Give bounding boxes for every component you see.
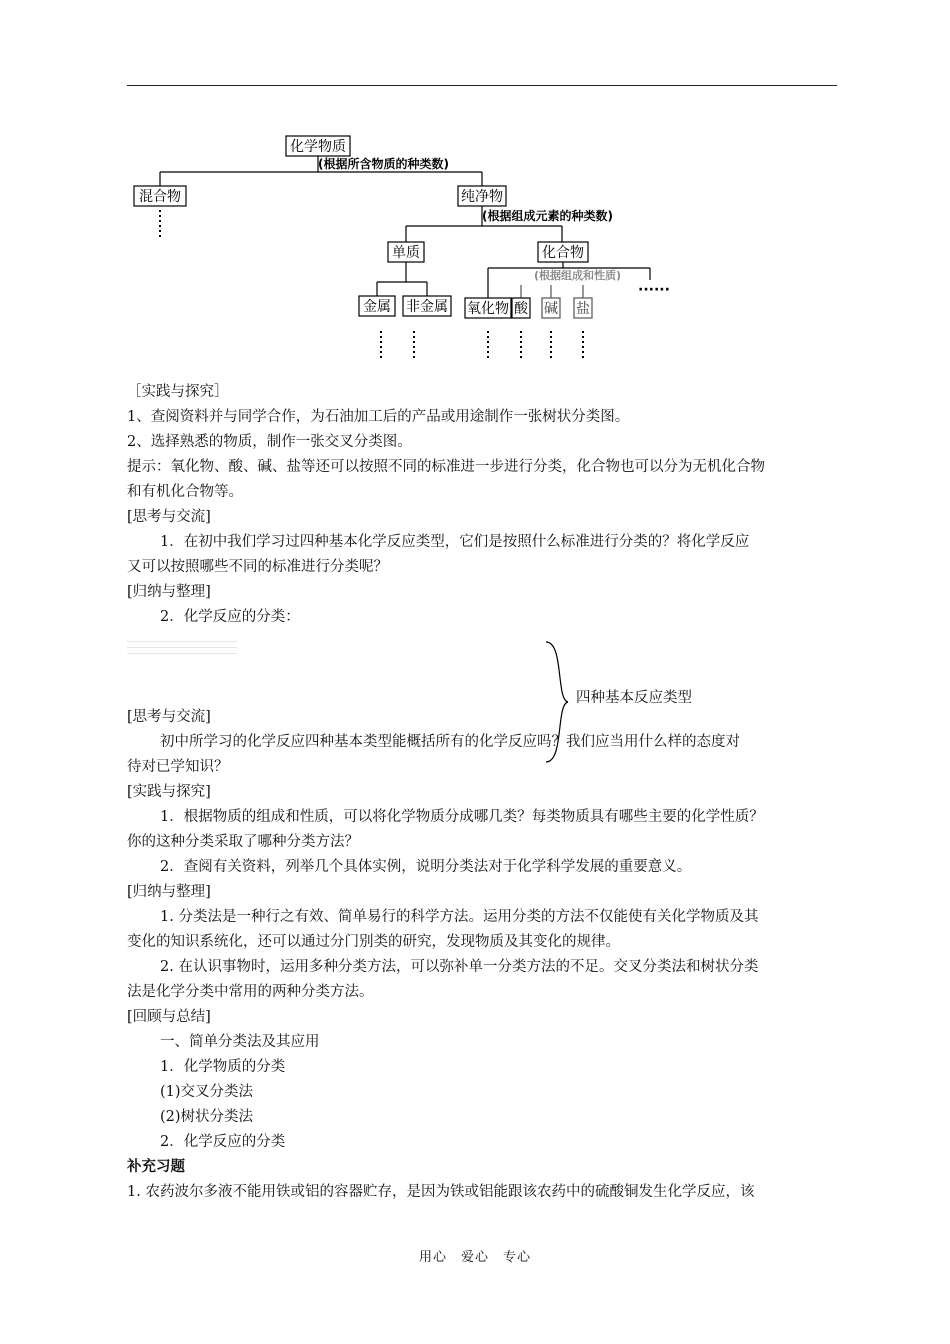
node-salt: 盐 [576,301,590,317]
node-compound: 化合物 [542,245,584,261]
heading-review: [回顾与总结] [127,1009,211,1025]
text-line: 一、简单分类法及其应用 [160,1034,320,1050]
heading-think: [思考与交流] [127,509,211,525]
text-line: 初中所学习的化学反应四种基本类型能概括所有的化学反应吗？我们应当用什么样的态度对 [160,734,740,750]
heading-think: [思考与交流] [127,709,211,725]
heading-summarize: [归纳与整理] [127,584,211,600]
text-line: 2．化学反应的分类： [160,609,300,625]
text-line: (1)交叉分类法 [160,1084,254,1100]
node-base: 碱 [544,301,558,317]
node-metal: 金属 [363,299,391,315]
text-line: 2．化学反应的分类 [160,1134,286,1150]
text-line: 2. 在认识事物时，运用多种分类方法，可以弥补单一分类方法的不足。交叉分类法和树状分类 [160,959,759,975]
node-root: 化学物质 [290,139,346,155]
text-line: 和有机化合物等。 [127,484,243,500]
text-line: 变化的知识系统化，还可以通过分门别类的研究，发现物质及其变化的规律。 [127,934,620,950]
heading-summarize: [归纳与整理] [127,884,211,900]
text-line: 待对已学知识？ [127,759,229,775]
node-element: 单质 [392,245,420,261]
page-footer: 用心 爱心 专心 [418,1250,531,1265]
text-line: 又可以按照哪些不同的标准进行分类呢？ [127,559,388,575]
node-mixture: 混合物 [139,189,181,205]
text-line: 1．在初中我们学习过四种基本化学反应类型，它们是按照什么标准进行分类的？将化学反应 [160,534,750,550]
text-line: 1. 分类法是一种行之有效、简单易行的科学方法。运用分类的方法不仅能使有关化学物质及其 [160,909,759,925]
text-line: 2．查阅有关资料，列举几个具体实例，说明分类法对于化学科学发展的重要意义。 [160,859,692,875]
text-line: 1．根据物质的组成和性质，可以将化学物质分成哪几类？每类物质具有哪些主要的化学性质？ [160,809,764,825]
heading-practice: ［实践与探究］ [127,384,229,400]
node-acid: 酸 [514,301,528,317]
text-line: 2、选择熟悉的物质，制作一张交叉分类图。 [127,434,412,450]
text-line: 1. 农药波尔多液不能用铁或铝的容器贮存，是因为铁或铝能跟该农药中的硫酸铜发生化学反应，该 [127,1184,755,1200]
text-line: 提示：氧化物、酸、碱、盐等还可以按照不同的标准进一步进行分类，化合物也可以分为无机化合物 [127,459,765,475]
node-pure: 纯净物 [461,189,503,205]
text-line: 1．化学物质的分类 [160,1059,286,1075]
heading-exercises: 补充习题 [127,1158,185,1175]
text-line: 法是化学分类中常用的两种分类方法。 [127,984,374,1000]
text-line: 你的这种分类采取了哪种分类方法？ [127,834,359,850]
node-oxide: 氧化物 [467,301,509,317]
more-dots: ······ [638,282,670,298]
brace-label: 四种基本反应类型 [576,690,692,706]
heading-practice: [实践与探究] [127,784,211,800]
text-line: 1、查阅资料并与同学合作，为石油加工后的产品或用途制作一张树状分类图。 [127,409,630,425]
node-nonmetal: 非金属 [406,299,448,315]
criterion-pure: (根据组成元素的种类数) [482,209,613,223]
criterion-root: (根据所含物质的种类数) [318,157,449,171]
criterion-compound: (根据组成和性质) [534,269,622,282]
classification-tree-diagram [0,0,950,380]
faint-reaction-table [127,636,237,666]
text-line: (2)树状分类法 [160,1109,254,1125]
